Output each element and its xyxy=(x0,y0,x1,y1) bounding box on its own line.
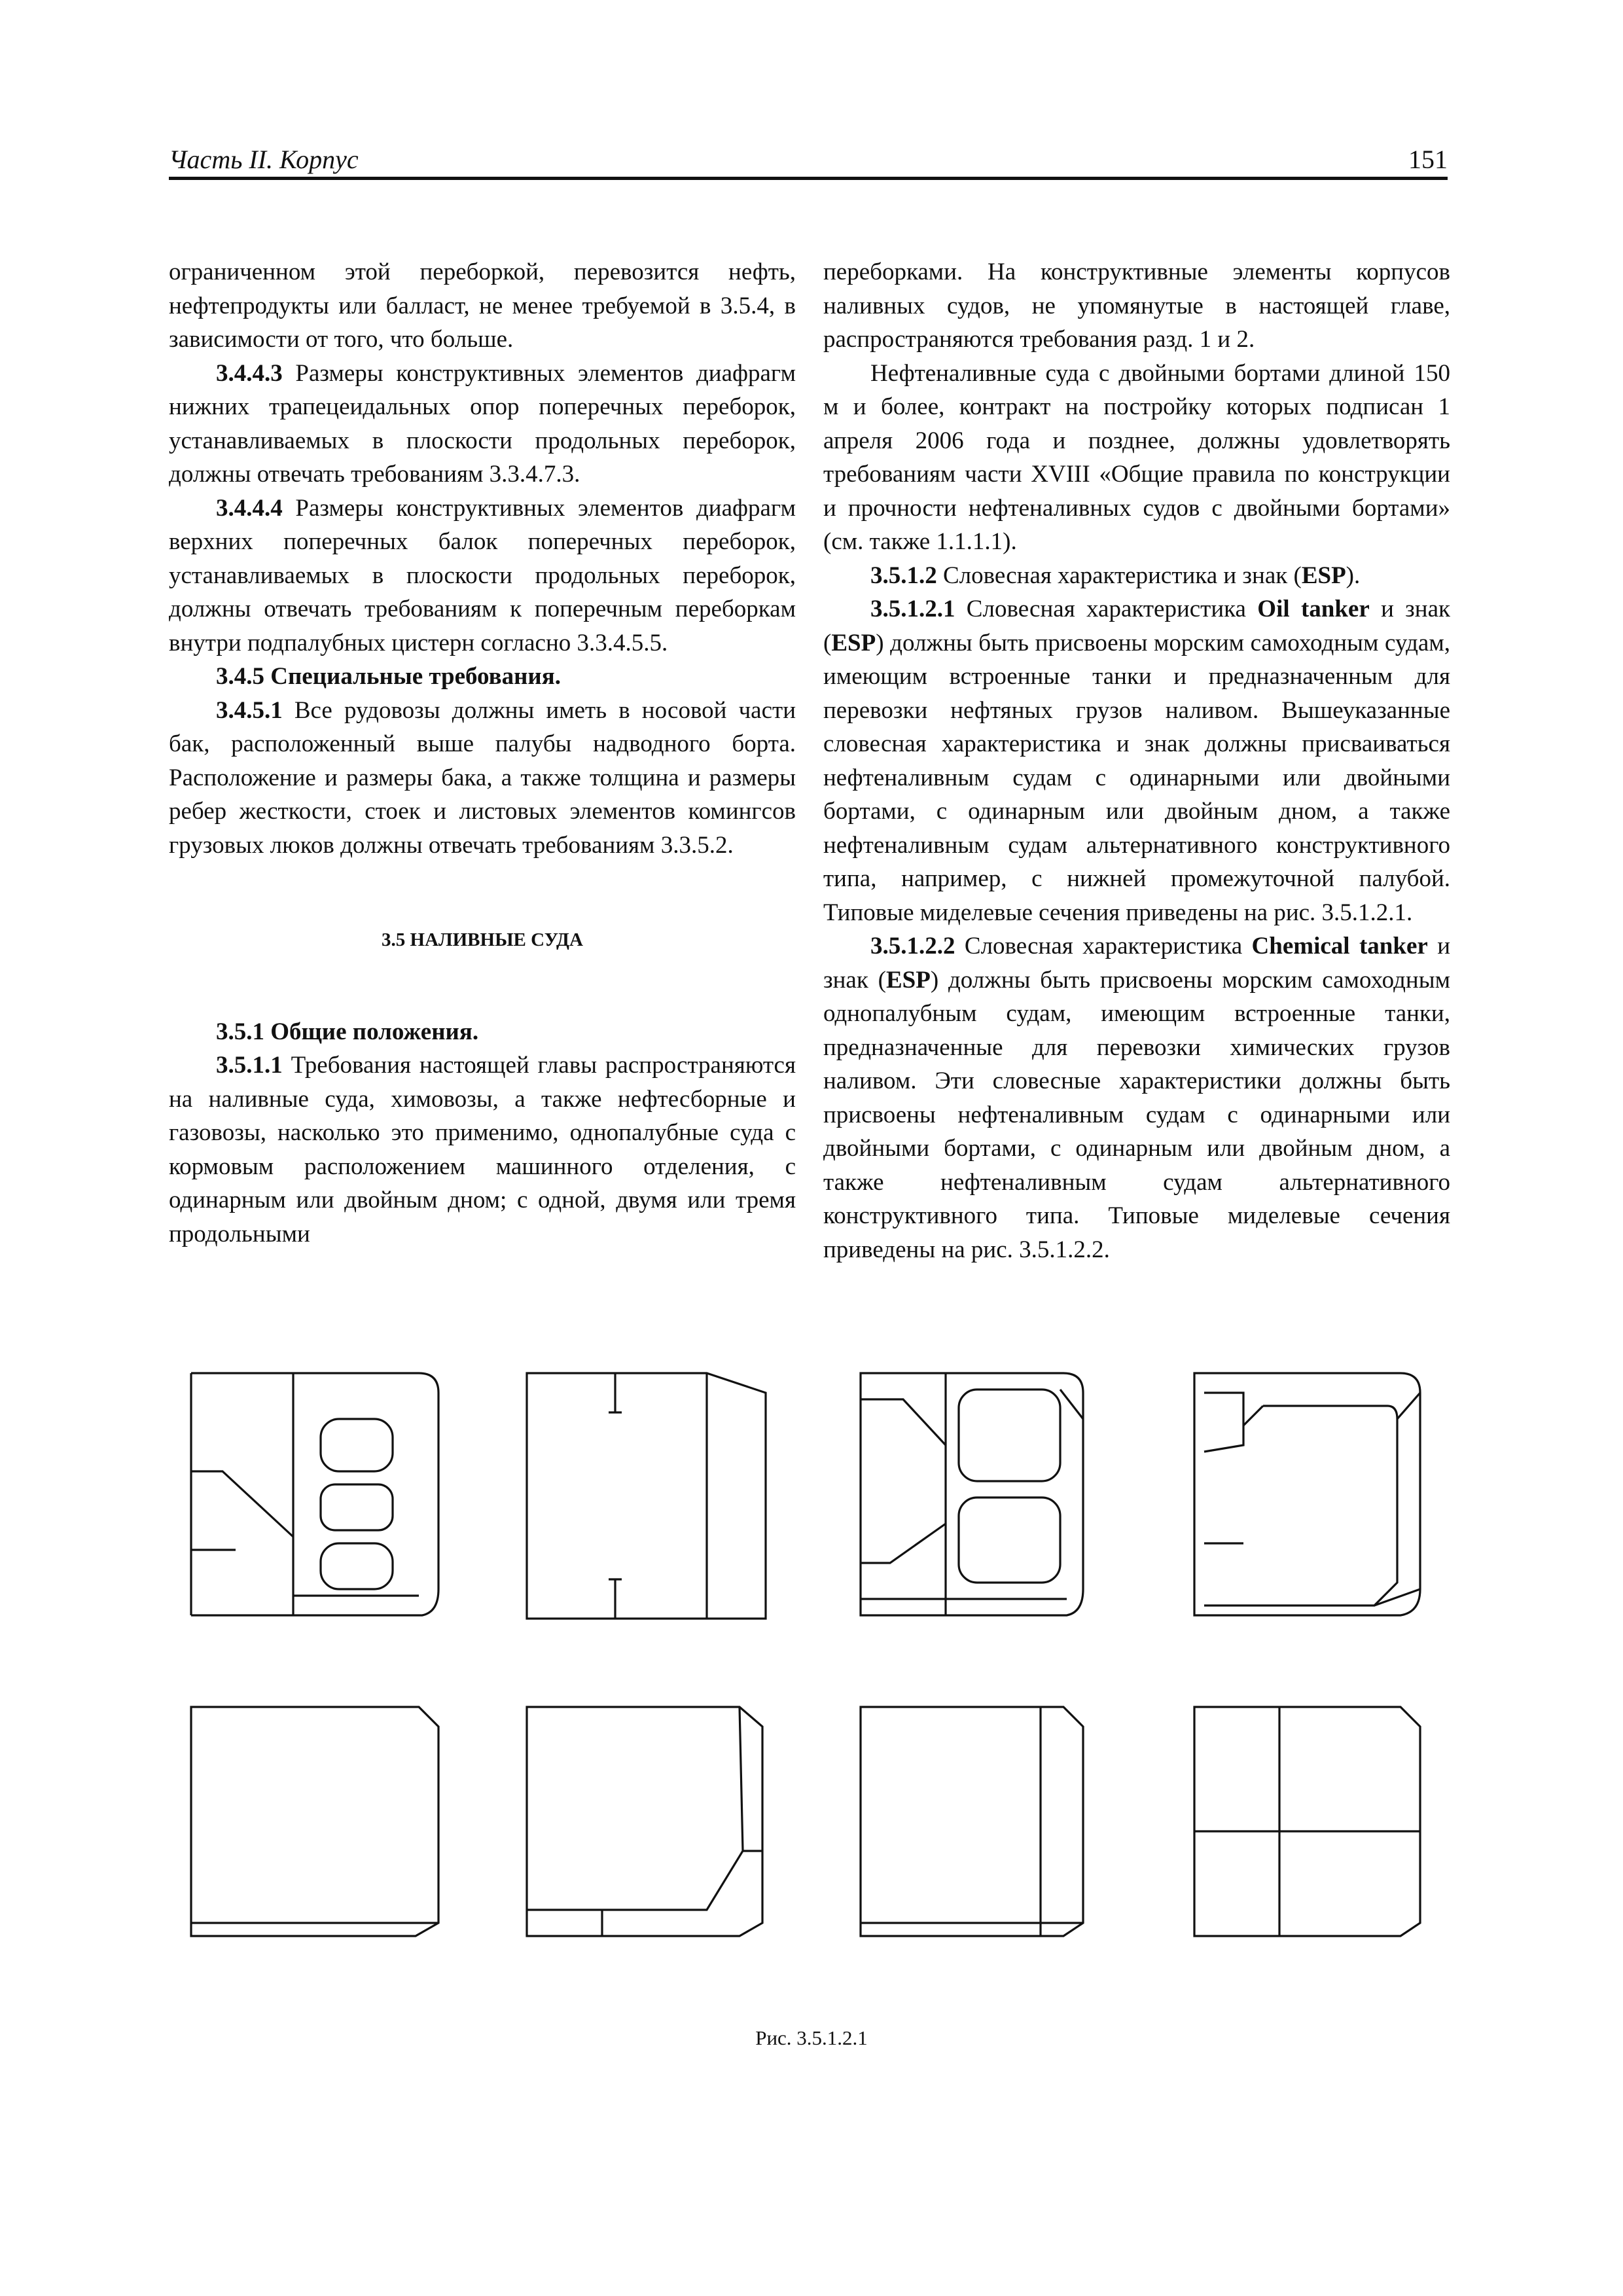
paragraph-text: ) должны быть присвоены морским самоходным судам, имеющим встроенные танки и предназначенным для перевозки нефтяных грузов наливом. Вышеуказанные словесная характеристика и знак должны присваиваться нефтеналивным судам с одинарными или двойными бортами, с одинарным или двойным дном, а также нефтеналивным судам альтернативного конструктивного типа, например, с нижней промежуточной палубой. Типовые миделевые сечения приведены на рис. 3.5.1.2.1. xyxy=(823,629,1450,926)
heading-text: 3.5.1 Общие положения. xyxy=(216,1018,479,1045)
section-double-side xyxy=(527,1707,762,1936)
section-double-hull-tanks xyxy=(191,1373,438,1615)
clause-number: 3.4.4.3 xyxy=(216,359,283,387)
midship-sections-figure xyxy=(183,1347,1440,1995)
section-single-hull-longitudinal-bulkhead xyxy=(861,1707,1083,1936)
section-single-hull xyxy=(191,1707,438,1936)
paragraph-text: ). xyxy=(1346,562,1361,589)
page-number: 151 xyxy=(1408,145,1448,174)
clause-number: 3.4.5.1 xyxy=(216,696,283,724)
esp-mark: ESP xyxy=(1301,562,1346,589)
notation-oil-tanker: Oil tanker xyxy=(1257,596,1370,622)
clause-number: 3.5.1.2.2 xyxy=(870,933,955,960)
midship-sections-drawing xyxy=(183,1347,1440,1995)
paragraph-3-4-5-1 xyxy=(169,694,796,863)
header-section-title: Часть II. Корпус xyxy=(169,145,359,174)
clause-number: 3.5.1.1 xyxy=(216,1052,283,1079)
clause-number: 3.4.4.4 xyxy=(216,494,283,522)
heading-3-5-1 xyxy=(169,1015,796,1049)
figure-caption: Рис. 3.5.1.2.1 xyxy=(755,2026,868,2049)
paragraph-3-5-1-2-1 xyxy=(823,592,1450,929)
paragraph-text: Словесная характеристика xyxy=(955,933,1252,960)
paragraph-text: Словесная характеристика и знак ( xyxy=(936,562,1302,589)
paragraph-text: и знак ( xyxy=(823,933,1450,994)
paragraph: Нефтеналивные суда с двойными бортами длиной 150 м и более, контракт на постройку которых подписан 1 апреля 2006 года и позднее, должны удовлетворять требованиям части XVIII «Общие правила по конструкции и прочности нефтеналивных судов с двойными бортами» (см. также 1.1.1.1). xyxy=(823,359,1450,555)
paragraph-3-5-1-1 xyxy=(169,1049,796,1251)
right-column xyxy=(823,255,1450,1266)
paragraph-text: Словесная характеристика xyxy=(955,596,1258,622)
clause-number: 3.5.1.2 xyxy=(870,562,937,589)
paragraph-3-4-4-4 xyxy=(169,492,796,660)
esp-mark: ESP xyxy=(831,629,876,656)
paragraph-text: Размеры конструктивных элементов диафрагм верхних поперечных балок поперечных переборок, устанавливаемых в плоскости продольных переборок, должны отвечать требованиям к поперечным переборкам внутри подпалубных цистерн согласно 3.3.4.5.5. xyxy=(169,494,796,656)
paragraph-text: ) должны быть присвоены морским самоходным однопалубным судам, имеющим встроенные танки, предназначенные для перевозки химических грузов наливом. Эти словесные характеристики должны быть присвоены нефтеналивным судам с одинарными или двойными бортами, с одинарным или двойным дном, а также нефтеналивным судам альтернативного конструктивного типа. Типовые миделевые сечения приведены на рис. 3.5.1.2.2. xyxy=(823,966,1451,1263)
clause-number: 3.5.1.2.1 xyxy=(870,596,955,622)
paragraph-3-5-1-2 xyxy=(823,559,1450,593)
section-intermediate-deck xyxy=(1194,1707,1420,1936)
paragraph: переборками. На конструктивные элементы корпусов наливных судов, не упомянутые в настоящей главе, распространяются требования разд. 1 и 2. xyxy=(823,259,1450,353)
header-rule xyxy=(169,177,1448,180)
paragraph-text: Все рудовозы должны иметь в носовой части бак, расположенный выше палубы надводного борта. Расположение и размеры бака, а также толщина и размеры ребер жесткости, стоек и листовых элементов комингсов грузовых люков должны отвечать требованиям 3.3.5.2. xyxy=(169,696,796,859)
left-column xyxy=(169,255,796,1251)
section-double-hull-two-tanks xyxy=(861,1373,1083,1615)
notation-chemical-tanker: Chemical tanker xyxy=(1251,933,1428,960)
heading-3-4-5 xyxy=(169,660,796,694)
section-single-hull-centreline-bulkhead xyxy=(527,1373,766,1619)
paragraph-text: Размеры конструктивных элементов диафрагм нижних трапецеидальных опор поперечных переборок, устанавливаемых в плоскости продольных переборок, должны отвечать требованиям 3.3.4.7.3. xyxy=(169,359,796,488)
running-header xyxy=(169,139,1448,178)
paragraph-text: Требования настоящей главы распространяются на наливные суда, химовозы, а также нефтесборные и газовозы, насколько это применимо, однопалубные суда с кормовым расположением машинного отделения, с одинарным или двойным дном; с одной, двумя или тремя продольными xyxy=(169,1052,796,1247)
paragraph-3-4-4-3 xyxy=(169,357,796,492)
heading-text: 3.4.5 Специальные требования. xyxy=(216,663,561,690)
section-double-hull-bilge-hopper xyxy=(1194,1373,1420,1615)
paragraph: ограниченном этой переборкой, перевозится нефть, нефтепродукты или балласт, не менее требуемой в 3.5.4, в зависимости от того, что больше. xyxy=(169,259,796,353)
paragraph-3-5-1-2-2 xyxy=(823,929,1450,1266)
paragraph-text: и знак ( xyxy=(823,596,1450,656)
esp-mark: ESP xyxy=(885,966,931,994)
section-title: 3.5 НАЛИВНЫЕ СУДА xyxy=(382,929,583,950)
